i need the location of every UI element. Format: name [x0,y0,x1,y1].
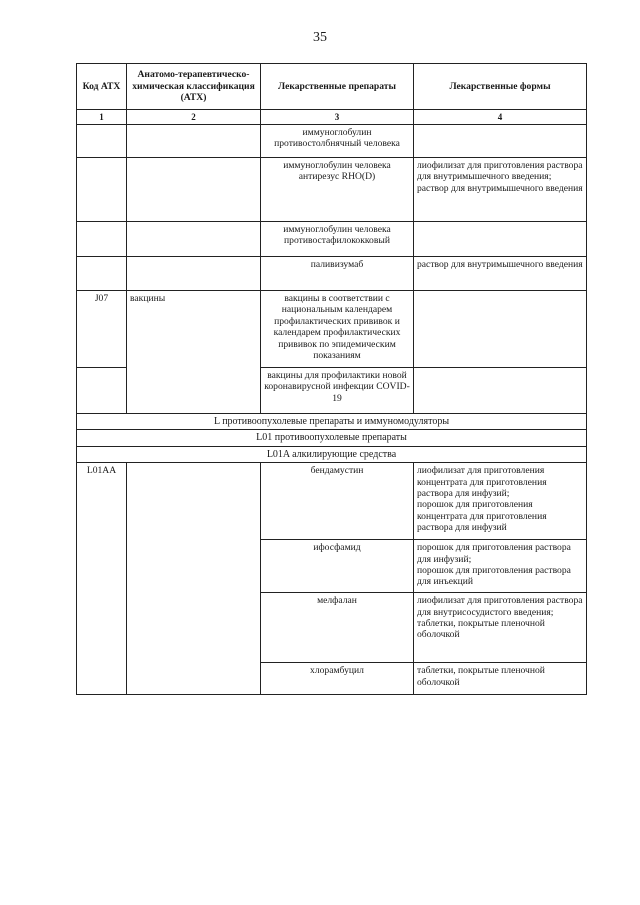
dosage-form-cell [414,222,587,257]
dosage-form-cell: лиофилизат для приготовления раствора для внутримышечного введения; раствор для внутримышечного введения [414,158,587,222]
atx-code-cell: J07 [77,291,127,368]
dosage-form-cell [414,368,587,414]
dosage-form-cell [414,291,587,368]
section-heading: L01 противоопухолевые препараты [77,430,587,446]
page-number: 35 [313,30,327,45]
section-row [77,414,587,430]
drug-cell: вакцины для профилактики новой коронавирусной инфекции COVID-19 [261,368,414,414]
atx-code-cell [77,222,127,257]
dosage-form-cell: порошок для приготовления раствора для инфузий; порошок для приготовления раствора для инъекций [414,540,587,593]
drug-cell: хлорамбуцил [261,663,414,695]
atx-code-cell: L01AA [77,463,127,695]
drug-cell: паливизумаб [261,257,414,291]
atx-code-cell [77,257,127,291]
column-number: 3 [261,110,414,125]
table-row [77,222,587,257]
table-row [77,125,587,158]
dosage-form-cell: лиофилизат для приготовления концентрата для приготовления раствора для инфузий; порошок для приготовления концентрата для приготовления раствора для инфузий [414,463,587,540]
section-heading: L01A алкилирующие средства [77,446,587,462]
atx-code-cell [77,158,127,222]
table-row [77,291,587,368]
atx-classification-cell [127,463,261,695]
column-number: 4 [414,110,587,125]
atx-classification-cell [127,125,261,158]
header-drugs: Лекарственные препараты [261,64,414,110]
atx-classification-cell [127,158,261,222]
section-row [77,430,587,446]
dosage-form-cell: раствор для внутримышечного введения [414,257,587,291]
drug-cell: иммуноглобулин человека противостафилококковый [261,222,414,257]
section-heading: L противоопухолевые препараты и иммуномодуляторы [77,414,587,430]
dosage-form-cell: таблетки, покрытые пленочной оболочкой [414,663,587,695]
header-atx-code: Код АТХ [77,64,127,110]
dosage-form-cell: лиофилизат для приготовления раствора для внутрисосудистого введения; таблетки, покрытые пленочной оболочкой [414,593,587,663]
drug-cell: иммуноглобулин противостолбнячный человека [261,125,414,158]
column-number-row [77,110,587,125]
section-row [77,446,587,462]
dosage-form-cell [414,125,587,158]
atx-drug-table [76,63,587,695]
table-header-row [77,64,587,110]
atx-classification-cell: вакцины [127,291,261,414]
column-number: 1 [77,110,127,125]
column-number: 2 [127,110,261,125]
drug-cell: иммуноглобулин человека антирезус RHO(D) [261,158,414,222]
drug-cell: мелфалан [261,593,414,663]
table-row [77,463,587,540]
table-row [77,257,587,291]
drug-cell: вакцины в соответствии с национальным календарем профилактических прививок и календарем профилактических прививок по эпидемическим показаниям [261,291,414,368]
atx-code-cell [77,125,127,158]
header-atx-classification: Анатомо-терапевтическо-химическая классификация (АТХ) [127,64,261,110]
atx-classification-cell [127,222,261,257]
header-dosage-forms: Лекарственные формы [414,64,587,110]
drug-cell: бендамустин [261,463,414,540]
table-row [77,158,587,222]
atx-classification-cell [127,257,261,291]
atx-code-cell [77,368,127,414]
drug-cell: ифосфамид [261,540,414,593]
